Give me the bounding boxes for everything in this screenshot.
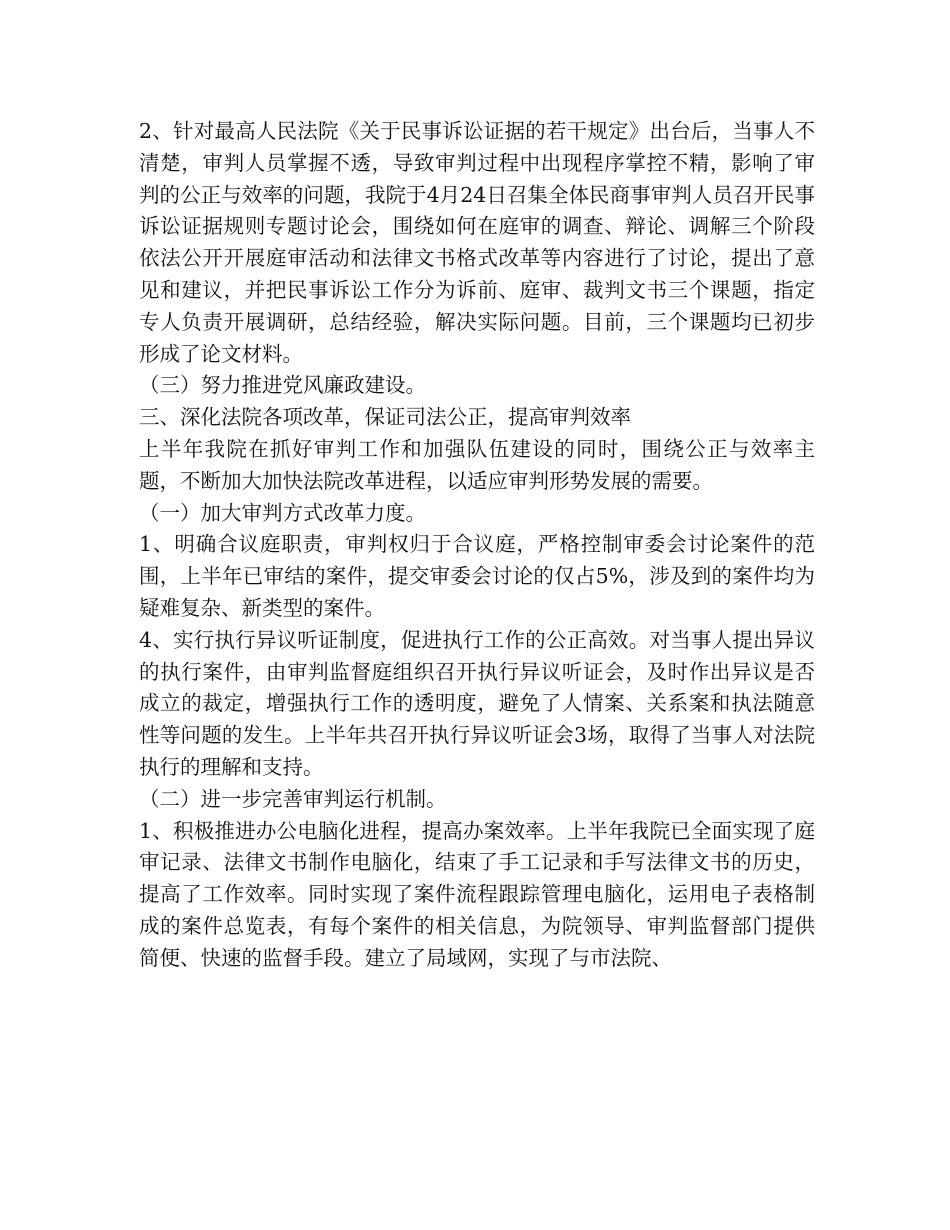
- paragraph-computerization: 1、积极推进办公电脑化进程，提高办案效率。上半年我院已全面实现了庭审记录、法律文书制作电脑化，结束了手工记录和手写法律文书的历史，提高了工作效率。同时实现了案件流程跟踪管理电脑化，运用电子表格制成的案件总览表，有每个案件的相关信息，为院领导、审判监督部门提供简便、快速的监督手段。建立了局域网，实现了与市法院、: [139, 818, 815, 970]
- heading-section-three: 三、深化法院各项改革，保证司法公正，提高审判效率: [139, 405, 631, 430]
- document-body: [139, 116, 815, 975]
- paragraph-evidence-rules: 2、针对最高人民法院《关于民事诉讼证据的若干规定》出台后，当事人不清楚，审判人员掌握不透，导致审判过程中出现程序掌控不精，影响了审判的公正与效率的问题，我院于4月24日召集全体民商事审判人员召开民事诉讼证据规则专题讨论会，围绕如何在庭审的调查、辩论、调解三个阶段依法公开开展庭审活动和法律文书格式改革等内容进行了讨论，提出了意见和建议，并把民事诉讼工作分为诉前、庭审、裁判文书三个课题，指定专人负责开展调研，总结经验，解决实际问题。目前，三个课题均已初步形成了论文材料。: [139, 119, 815, 366]
- paragraph-reform-intro: 上半年我院在抓好审判工作和加强队伍建设的同时，围绕公正与效率主题，不断加大加快法院改革进程，以适应审判形势发展的需要。: [139, 436, 815, 493]
- heading-party-style: （三）努力推进党风廉政建设。: [139, 373, 426, 398]
- paragraph-collegial-panel: 1、明确合议庭职责，审判权归于合议庭，严格控制审委会讨论案件的范围，上半年已审结的案件，提交审委会讨论的仅占5%，涉及到的案件均为疑难复杂、新类型的案件。: [139, 532, 815, 620]
- heading-trial-mechanism: （二）进一步完善审判运行机制。: [139, 786, 447, 811]
- paragraph-execution-hearing: 4、实行执行异议听证制度，促进执行工作的公正高效。对当事人提出异议的执行案件，由审判监督庭组织召开执行异议听证会，及时作出异议是否成立的裁定，增强执行工作的透明度，避免了人情案、关系案和执法随意性等问题的发生。上半年共召开执行异议听证会3场，取得了当事人对法院执行的理解和支持。: [139, 627, 815, 779]
- heading-trial-reform: （一）加大审判方式改革力度。: [139, 500, 426, 525]
